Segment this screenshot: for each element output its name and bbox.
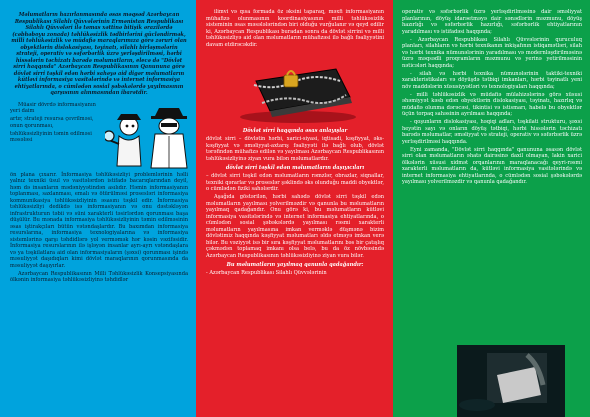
body-paragraph: ön plana çıxarır. İnformasiya təhlükəsizliyi problemlərinin həlli yalnız texniki üsul və vasitələrdən istifadə bacarıqlarından deyil, həm də insanların mədəniyyətindən asılıdır. Həmin informasiyanın toplanması, saxlanması, emalı və ötürülməsi prosesləri informasiya kommunikasiya təhlükəsizliyinin əsasını təşkil edir. İnformasiya təhlükəsizliyi dedikdə isə informasiyanın və onu dəstəkləyən infrastrukturun təbii və süni xarakterli təsirlərdən qorunması başa düşülür. Bu mənada informasiya təhlükəsizliyinin təmin edilməsinin əsas iştirakçıları bütün vətəndaşlardır. Bu baxımdan informasiya resurslarına, informasiya texnologiyalarına və informasiya sistemlərinə qarşı təhdidlərə yol verməmək hər kəsin vəzifəsidir. İnformasiya resurslarının ilə işləyən insanlar ayrı-ayrı vətəndaşlara və ya təşkilatlara aid olan informasiyaların (şəxsi) qorunması işində məsuliyyət daşıdıqları kimi dövlət maraqlarının qorunmasında da məsuliyyət daşıyırlar. [10, 171, 188, 269]
top-paragraph: operativ və səfərbərlik üzrə yerləşdirilməsinə dair əməliyyat planlarının, döyüş idarəetməyə dair sənədlərin məzmunu, döyüş hazırlığı və səfərbərlik hazırlığı, səfərbərlik ehtiyatlarının yaradılması və istifadəsi haqqında; [402, 9, 582, 35]
heading-prohibited: Bu məlumatların yayılmaq qanunla qadağandır: [226, 262, 364, 268]
panel-left [0, 0, 196, 417]
heading-carriers: dövlət sirri təşkil edən məlumatların daşıyıcıları [225, 165, 365, 171]
panel-right [393, 0, 590, 417]
panel-middle [196, 0, 393, 417]
secret-document-photo [457, 345, 565, 417]
split-line-3: təhlükəsizliyinin təmin edilməsi məsələsi [10, 130, 92, 143]
list-item: - qoşunların dislokasiyası, həqiqi adları, təşkilati strukturu, şəxsi heyətin sayı və onların döyüş tətbiqi, hərbi hissələrin təchizatı barədə məlumatlar, əməliyyat və strateji, operativ və səfərbərlik üzrə yerləşdirilməsi haqqında. [402, 119, 582, 145]
split-line-2: artır, strateji resursa çevrilməsi, onun qorunması, [10, 116, 94, 129]
closing-paragraph: Azərbaycan Respublikasının Milli Təhlükəsizlik Konsepsiyasında ölkənin informasiya təhlükəsizliyinə təhdidlər [10, 270, 188, 283]
definition-carriers: – dövlət sirri təşkil edən məlumatların rəmzlər, obrazlar, siqnallar, texniki qərarlar və proseslər şəklində əks olunduğu maddi obyektlər, o cümlədən fiziki sahələrdir. [206, 173, 384, 192]
list-item: - Azərbaycan Respublikası Silahlı Qüvvələrinin [206, 270, 327, 276]
laptop-chain-image [206, 51, 384, 125]
top-paragraph: ilimvi və qısa formada öz əksini taparaq, məxfi informasiyanın mühafizə olunmasının koordinasiyasının milli təhlükəsizlik sisteminin əsas məsələlərindən biri olduğu vurğulanır və qeyd edilir ki, Azərbaycan Respublikası buradan sonra da dövlət sirrini və milli təhlükəsizliyə aid olan məlumatların mühafizəsi ilə bağlı fəaliyyətini davam etdirəcəkdir. [206, 9, 384, 48]
split-text [10, 102, 102, 172]
list-item: - Azərbaycan Respublikası Silahlı Qüvvələrinin quruculuq planları, silahların və hərbi texnikanın inkişafının istiqamətləri, silah və hərbi texnika nümunələrinin yaradılması və modernləşdirilməsinə üzrə məqsədli proqramların məzmunu və yerinə yetirilməsinin nəticələri haqqında; [402, 36, 582, 69]
closing-paragraph: Eyni zamanda, "Dövlət sirri haqqında" qanununa əsasən dövlət sirri olan məlumatların əhatə dairəsinə daxil olmayan, lakin xarici ölkələrin xüsusi xidmət orqanlarının maraqlanacağı qeyri-rəsmi xarakterli məlumatların da, kütləvi informasiya vasitələrində və internet informasiya ehtiyatlarında, o cümlədən sosial şəbəkələrdə yayılması yolverilməzdir və qanunla qadağandır. [402, 146, 582, 185]
heading-basic-concepts: Dövlət sirri haqqında əsas anlayışlar [242, 128, 348, 134]
intro-paragraph: Məlumatların hazırlanmasında əsas məqsəd Azərbaycan Respublikası Silahlı Qüvvələrinin Ermənistan Respublikası Silahlı Qüvvələri ilə təmas xəttinə bitişik ərazilərdə (cəbhəboyu zonada) təhlükəsizlik tədbirlərini gücləndirmək, milli təhlükəsizlik və müdafiə maraqlarımıza görə zəruri olan obyektlərin dislokasiyası, təyinatı, silahlı birləşmələrin strateji, operativ və səfərbərlik üzrə yerləşdirilməsi, hərbi hissələrin təchizatı barədə məlumatların, elecə də "Dövlət sirri haqqında" Azərbaycan Respublikasının Qanununa görə dövlət sirri təşkil edən hərbi sahəyə aid digər məlumatların kütləvi informasiya vasitələrində və internet informasiya ehtiyatlarında, o cümlədən sosial şəbəkələrdə yayılmasının qarşısının alınmasından ibarətdir. [11, 12, 187, 96]
spy-figures-illustration [105, 102, 191, 172]
split-line-1: Müasir dövrdə informasiyanın yeri daim [10, 101, 96, 114]
definition-state-secret: dövlət sirri – dövlətin hərbi, xarici-siyasi, iqtisadi, kəşfiyyat, əks-kəşfiyyat və əməliyyat-axtarış fəaliyyəti ilə bağlı olub, dövlət tərəfindən mühafizə edilən və yayılması Azərbaycan Respublikasının təhlükəsizliyinə ziyan vura bilən məlumatlardır. [206, 136, 384, 162]
list-item: - milli təhlükəsizlik və müdafiə mülahizələrinə görə xüsusi əhəmiyyət kəsb edən obyektlərin dislokasiyası, təyinatı, hazırlıq və müdafiə olunma dərəcəsi, tikintisi və istismarı, habelə bu obyektlər üçün torpaq sahəsinin ayrılması haqqında; [402, 91, 582, 117]
split-section [10, 102, 188, 172]
body-paragraph: Aşağıda göstərilən, hərbi sahədə dövlət sirri təşkil edən məlumatların yayılması yolverilməzdir və qanunla bu məlumatların yayılmaq qadağandır. Onu görə ki, bu məlumatların kütləvi informasiya vasitələrində və internet informasiya ehtiyatlarında, o cümlədən sosial şəbəkələrdə yayılması rəsmi xarakterli məlumatların yayılmasına imkan verməklə düşmənə bizim dövlətimiz haqqında kəşfiyyat məlumatları əldə etməyə imkan verə bilər. Bu vəziyyət isə bir sıra kəşfiyyat məlumatlarını bəs bir çatışlıq çəkmədən toplamaq imkanı olsa belə, bu da öz növbəsində Azərbaycan Respublikasının təhlükəsizliyinə ziyan vura bilər. [206, 194, 384, 259]
list-item: - silah və hərbi texnika nümunələrinin taktiki-texniki xarakteristikaları və döyüşdə tətbiqi imkanları, hərbi təyinatlı yeni növ maddələrin xüsusiyyətləri və texnologiyaları haqqında; [402, 70, 582, 90]
